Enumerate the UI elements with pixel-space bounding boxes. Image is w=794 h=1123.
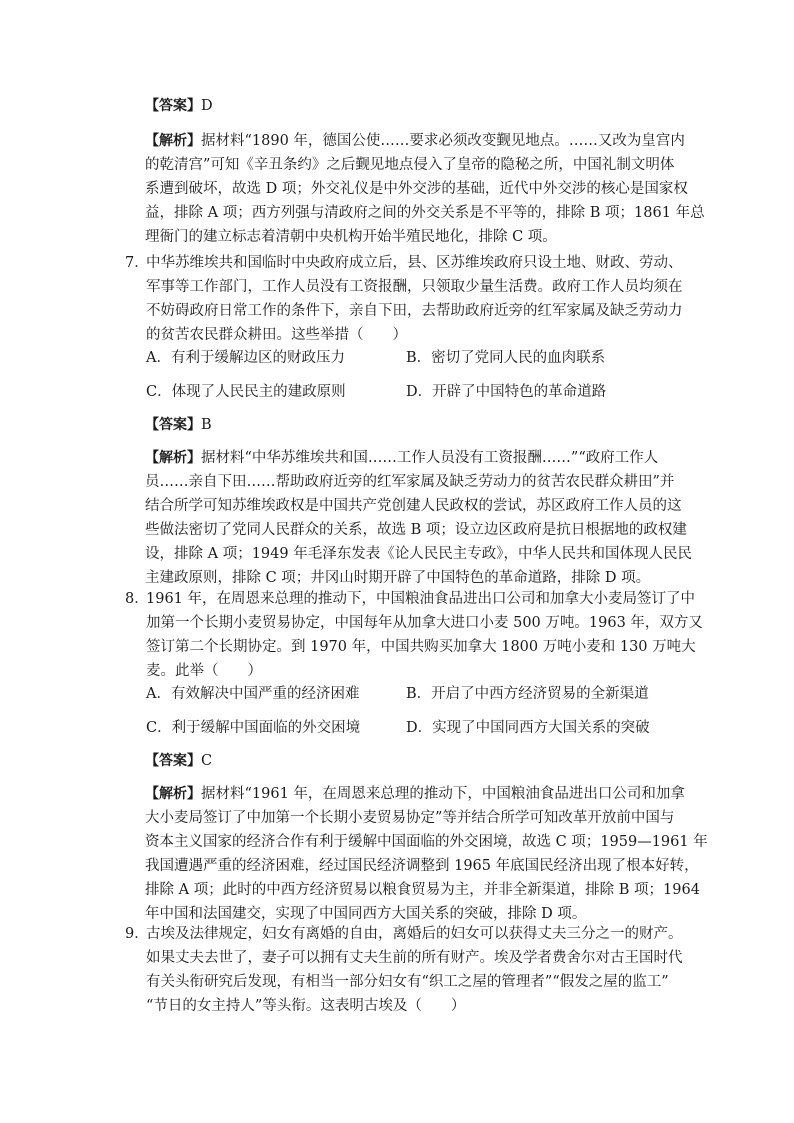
stem-line: 签订第二个长期协定。到 1970 年，中国共购买加拿大 1800 万吨小麦和 130 万吨大: [146, 639, 696, 655]
analysis-line: 益，排除 A 项；西方列强与清政府之间的外交关系是不平等的，排除 B 项；1861 年总: [145, 205, 705, 221]
analysis-line: 的乾清宫”可知《辛丑条约》之后觐见地点侵入了皇帝的隐秘之所，中国礼制文明体: [145, 157, 675, 173]
q8-option-d: D．实现了中国同西方大国关系的突破: [406, 720, 650, 736]
analysis-line: 据材料“1890 年，德国公使……要求必须改变觐见地点。……又改为皇宫内: [201, 133, 685, 149]
stem-line: 如果丈夫去世了，妻子可以拥有丈夫生前的所有财产。埃及学者费舍尔对古王国时代: [146, 950, 683, 966]
analysis-line: 主建政原则，排除 C 项；井冈山时期开辟了中国特色的革命道路，排除 D 项。: [145, 570, 651, 586]
analysis-line: 些做法密切了党同人民群众的关系，故选 B 项；设立边区政府是抗日根据地的政权建: [145, 522, 687, 538]
answer-value: B: [201, 417, 212, 433]
analysis-line: 据材料“中华苏维埃共和国……工作人员没有工资报酬……”“政府工作人: [201, 450, 659, 466]
q9-stem: [146, 922, 683, 1018]
stem-line: 古埃及法律规定，妇女有离婚的自由，离婚后的妇女可以获得丈夫三分之一的财产。: [146, 926, 683, 942]
analysis-line: 大小麦局签订了中加第一个长期小麦贸易协定”等并结合所学可知改革开放前中国与: [145, 810, 675, 826]
q7-answer: [145, 413, 212, 437]
question-number: 8．: [125, 591, 149, 607]
q8-option-c: C．利于缓解中国面临的外交困境: [146, 720, 361, 736]
q7-option-d: D．开辟了中国特色的革命道路: [406, 384, 607, 400]
q6-answer: [145, 94, 213, 118]
answer-value: C: [201, 753, 213, 769]
q7-option-b: B．密切了党同人民的血肉联系: [406, 350, 606, 366]
analysis-line: 系遭到破坏，故选 D 项；外交礼仪是中外交涉的基础，近代中外交涉的核心是国家权: [145, 181, 688, 197]
analysis-line: 排除 A 项；此时的中西方经济贸易以粮食贸易为主，并非全新渠道，排除 B 项；1964: [145, 882, 700, 898]
stem-line: 中华苏维埃共和国临时中央政府成立后，县、区苏维埃政府只设土地、财政、劳动、: [146, 255, 683, 271]
analysis-line: 资本主义国家的经济合作有利于缓解中国面临的外交困境，故选 C 项；1959—1961 年: [145, 834, 708, 850]
analysis-line: 据材料“1961 年，在周恩来总理的推动下，中国粮油食品进出口公司和加拿: [201, 786, 685, 802]
q7-analysis: [145, 446, 692, 590]
stem-line: 军事等工作部门，工作人员没有工资报酬，只领取少量生活费。政府工作人员均须在: [146, 279, 683, 295]
question-number: 9．: [125, 926, 149, 942]
q8-option-b: B．开启了中西方经济贸易的全新渠道: [406, 686, 649, 702]
q8-stem: [146, 587, 703, 683]
q7-stem: [146, 251, 683, 347]
stem-line: 的贫苦农民群众耕田。这些举措（ ）: [146, 327, 407, 343]
q8-option-a: A．有效解决中国严重的经济困难: [146, 686, 360, 702]
analysis-line: 员……亲自下田……帮助政府近旁的红军家属及缺乏劳动力的贫苦农民群众耕田”并: [145, 474, 675, 490]
stem-line: 不妨碍政府日常工作的条件下，亲自下田，去帮助政府近旁的红军家属及缺乏劳动力: [146, 303, 683, 319]
analysis-label: 【解析】: [145, 786, 201, 802]
analysis-line: 设，排除 A 项；1949 年毛泽东发表《论人民民主专政》，中华人民共和国体现人民民: [145, 546, 692, 562]
stem-line: 麦。此举（ ）: [146, 663, 262, 679]
q8-answer: [145, 749, 212, 773]
analysis-line: 理衙门的建立标志着清朝中央机构开始半殖民地化，排除 C 项。: [145, 229, 557, 245]
q8-analysis: [145, 782, 708, 926]
q7-option-c: C．体现了人民民主的建政原则: [146, 384, 346, 400]
analysis-label: 【解析】: [145, 133, 201, 149]
stem-line: 加第一个长期小麦贸易协定，中国每年从加拿大进口小麦 500 万吨。1963 年，双方又: [146, 615, 703, 631]
q7-option-a: A．有利于缓解边区的财政压力: [146, 350, 345, 366]
analysis-label: 【解析】: [145, 450, 201, 466]
analysis-line: 年中国和法国建交，实现了中国同西方大国关系的突破，排除 D 项。: [145, 906, 587, 922]
stem-line: “节日的女主持人”等头衔。这表明古埃及（ ）: [146, 998, 466, 1014]
answer-value: D: [201, 98, 213, 114]
analysis-line: 我国遭遇严重的经济困难，经过国民经济调整到 1965 年底国民经济出现了根本好转，: [145, 858, 699, 874]
stem-line: 有关头衔研究后发现，有相当一部分妇女有“织工之屋的管理者”“假发之屋的监工”: [146, 974, 669, 990]
answer-label: 【答案】: [145, 98, 201, 114]
analysis-line: 结合所学可知苏维埃政权是中国共产党创建人民政权的尝试，苏区政府工作人员的这: [145, 498, 682, 514]
answer-label: 【答案】: [145, 417, 201, 433]
q6-analysis: [145, 129, 705, 249]
stem-line: 1961 年，在周恩来总理的推动下，中国粮油食品进出口公司和加拿大小麦局签订了中: [146, 591, 696, 607]
answer-label: 【答案】: [145, 753, 201, 769]
question-number: 7．: [125, 255, 149, 271]
